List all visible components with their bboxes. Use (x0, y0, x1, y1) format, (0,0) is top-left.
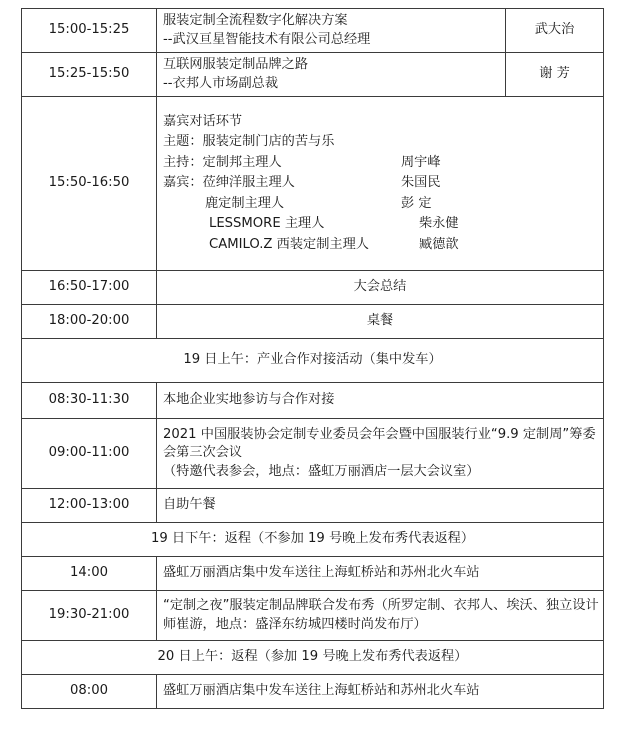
session-cell (157, 53, 506, 97)
time-cell: 12:00-13:00 (22, 489, 157, 523)
session-cell: 本地企业实地参访与合作对接 (157, 383, 604, 419)
guest-name: 柴永健 (419, 216, 459, 232)
table-row (22, 305, 604, 339)
panel-topic: 主题：服装定制门店的苦与乐 (163, 134, 335, 150)
time-cell: 15:50-16:50 (22, 97, 157, 271)
session-title: 2021 中国服装协会定制专业委员会年会暨中国服装行业“9.9 定制周”筹委会第三次会议 (163, 426, 596, 461)
session-subtitle: --衣邦人市场副总裁 (163, 75, 279, 91)
host-name: 周宇峰 (401, 154, 441, 170)
table-row (22, 557, 604, 591)
panel-cell (157, 97, 604, 271)
session-title: 互联网服装定制品牌之路 (163, 57, 309, 72)
session-title: “定制之夜”服装定制品牌联合发布秀（所罗定制、衣邦人、埃沃、独立设计师崔游，地点：盛泽东纺城四楼时尚发布厅） (163, 598, 599, 632)
host-label: 主持：定制邦主理人 (163, 154, 282, 170)
table-row (22, 271, 604, 305)
guest-name: 臧德歆 (419, 236, 459, 252)
session-cell (157, 9, 506, 53)
section-heading: 19 日下午：返程（不参加 19 号晚上发布秀代表返程） (22, 523, 604, 557)
session-cell (157, 419, 604, 489)
guest-label: 鹿定制主理人 (205, 195, 285, 211)
time-cell: 09:00-11:00 (22, 419, 157, 489)
section-heading: 20 日上午：返程（参加 19 号晚上发布秀代表返程） (22, 641, 604, 675)
section-row (22, 523, 604, 557)
section-row (22, 339, 604, 383)
session-title: 服装定制全流程数字化解决方案 (163, 13, 348, 28)
time-cell: 18:00-20:00 (22, 305, 157, 339)
table-row (22, 591, 604, 641)
table-row (22, 9, 604, 53)
time-cell: 08:30-11:30 (22, 383, 157, 419)
table-row (22, 383, 604, 419)
panel-guest (163, 173, 599, 194)
table-row (22, 53, 604, 97)
schedule-table (21, 8, 604, 709)
table-row (22, 419, 604, 489)
time-cell: 15:00-15:25 (22, 9, 157, 53)
session-cell: 盛虹万丽酒店集中发车送往上海虹桥站和苏州北火车站 (157, 675, 604, 709)
panel-title: 嘉宾对话环节 (163, 113, 243, 129)
table-row (22, 97, 604, 271)
panel-guest (163, 235, 599, 256)
section-row (22, 641, 604, 675)
session-cell: 桌餐 (157, 305, 604, 339)
time-cell: 15:25-15:50 (22, 53, 157, 97)
time-cell: 16:50-17:00 (22, 271, 157, 305)
panel-host (163, 153, 599, 174)
guest-label: LESSMORE 主理人 (209, 216, 325, 232)
speaker-cell: 谢 芳 (506, 53, 604, 97)
guest-label: CAMILO.Z 西装定制主理人 (209, 236, 369, 252)
section-heading: 19 日上午：产业合作对接活动（集中发车） (22, 339, 604, 383)
time-cell: 14:00 (22, 557, 157, 591)
guest-label: 嘉宾：莅绅洋服主理人 (163, 175, 295, 191)
panel-guest (163, 214, 599, 235)
time-cell: 08:00 (22, 675, 157, 709)
time-cell: 19:30-21:00 (22, 591, 157, 641)
session-cell (157, 591, 604, 641)
guest-name: 彭 定 (401, 195, 432, 211)
speaker-cell: 武大治 (506, 9, 604, 53)
session-cell: 大会总结 (157, 271, 604, 305)
session-cell: 自助午餐 (157, 489, 604, 523)
session-cell: 盛虹万丽酒店集中发车送往上海虹桥站和苏州北火车站 (157, 557, 604, 591)
table-row (22, 675, 604, 709)
session-note: （特邀代表参会，地点：盛虹万丽酒店一层大会议室） (163, 463, 480, 479)
session-subtitle: --武汉亘星智能技术有限公司总经理 (163, 31, 371, 47)
guest-name: 朱国民 (401, 175, 441, 191)
table-row (22, 489, 604, 523)
panel-guest (163, 194, 599, 215)
